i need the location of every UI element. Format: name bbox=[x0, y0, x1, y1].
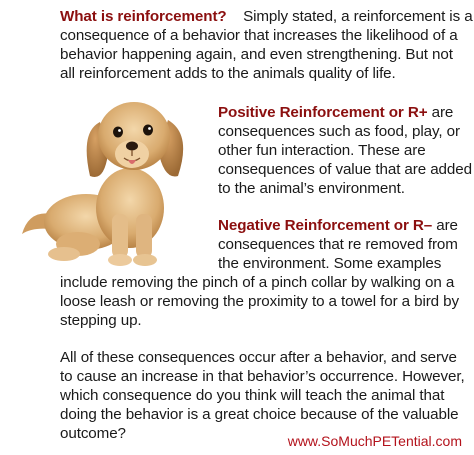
negative-line-5: stepping up. bbox=[60, 312, 142, 329]
puppy-image bbox=[8, 84, 214, 268]
negative-lead: are bbox=[436, 217, 458, 234]
closing-line-4: outcome? bbox=[60, 425, 126, 442]
intro-lead: Simply stated, a reinforcement is a bbox=[243, 8, 473, 25]
closing-line-1: to cause an increase in that behavior’s occurrence. However, bbox=[60, 368, 465, 385]
positive-line-4: to the animal’s environment. bbox=[218, 180, 405, 197]
positive-line-2: other fun interaction. These are bbox=[218, 142, 426, 159]
negative-line-3: include removing the pinch of a pinch collar by walking on a bbox=[60, 274, 455, 291]
positive-lead: are bbox=[431, 104, 454, 121]
negative-line-0 bbox=[218, 216, 458, 235]
intro-heading: What is reinforcement? bbox=[60, 8, 227, 25]
intro-line-0 bbox=[60, 7, 473, 26]
closing-line-2: which consequence do you think will teach the animal that bbox=[60, 387, 445, 404]
intro-line-2: behavior happening again, and even strengthening. But not bbox=[60, 46, 453, 63]
negative-heading: Negative Reinforcement or R– bbox=[218, 217, 433, 234]
negative-line-4: loose leash or removing the proximity to a towel for a bird by bbox=[60, 293, 459, 310]
intro-line-3: all reinforcement adds to the animals quality of life. bbox=[60, 65, 396, 82]
positive-line-3: consequences of value that are added bbox=[218, 161, 472, 178]
positive-line-1: consequences such as food, play, or bbox=[218, 123, 460, 140]
closing-line-3: doing the behavior is a great choice because of the valuable bbox=[60, 406, 459, 423]
positive-line-0 bbox=[218, 103, 453, 122]
negative-line-1: consequences that re removed from bbox=[218, 236, 458, 253]
website-link[interactable]: www.SoMuchPETential.com bbox=[287, 433, 462, 449]
closing-line-0: All of these consequences occur after a behavior, and serve bbox=[60, 349, 457, 366]
negative-line-2: the environment. Some examples bbox=[218, 255, 442, 272]
positive-heading: Positive Reinforcement or R+ bbox=[218, 104, 428, 121]
intro-line-1: consequence of a behavior that increases the likelihood of a bbox=[60, 27, 458, 44]
